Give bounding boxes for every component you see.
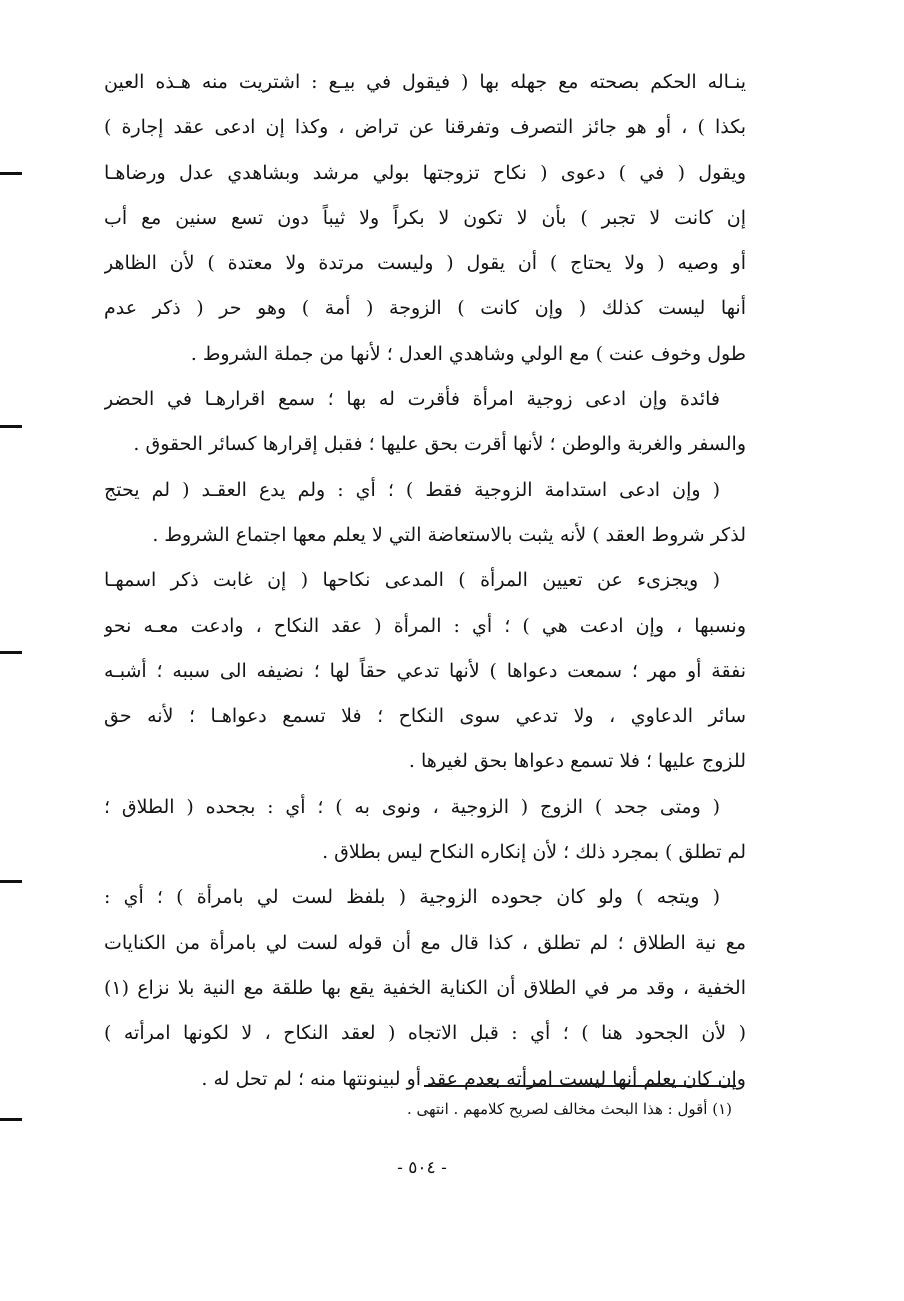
text-line: ونسبها ، وإن ادعت هي ) ؛ أي : المرأة ( عقد النكاح ، وادعت معـه نحو <box>104 614 746 637</box>
footnote-separator <box>424 1085 736 1087</box>
margin-mark <box>0 425 22 428</box>
text-line: ويقول ( في ) دعوى ( نكاح تزوجتها بولي مرشد وبشاهدي عدل ورضاهـا <box>104 161 746 184</box>
text-line: ( ويجزىء عن تعيين المرأة ) المدعى نكاحها ( إن غابت ذكر اسمهـا <box>104 569 720 592</box>
text-line: الخفية ، وقد مر في الطلاق أن الكناية الخفية يقع بها طلقة مع النية بلا نزاع (١) <box>104 976 746 999</box>
text-line: فائدة وإن ادعى زوجية امرأة فأقرت له بها ؛ سمع اقرارهـا في الحضر <box>104 388 720 411</box>
main-text-block <box>104 60 746 1102</box>
text-line: إن كانت لا تجبر ) بأن لا تكون لا بكراً ولا ثيباً دون تسع سنين مع أب <box>104 206 746 229</box>
text-line: وإن كان يعلم أنها ليست امرأته بعدم عقد أو لبينونتها منه ؛ لم تحل له . <box>201 1067 746 1090</box>
text-line: أو وصيه ( ولا يحتاج ) أن يقول ( وليست مرتدة ولا معتدة ) لأن الظاهر <box>104 252 746 275</box>
text-line: ينـاله الحكم بصحته مع جهله بها ( فيقول في بيـع : اشتريت منه هـذه العين <box>104 71 746 93</box>
margin-mark <box>0 651 22 654</box>
text-line: مع نية الطلاق ؛ لم تطلق ، كذا قال مع أن قوله لست لي بامرأة من الكنايات <box>104 931 746 954</box>
margin-mark <box>0 1118 22 1121</box>
text-line: ( ومتى جحد ) الزوج ( الزوجية ، ونوى به ) ؛ أي : بجحده ( الطلاق ؛ <box>104 795 720 818</box>
margin-mark <box>0 880 22 883</box>
text-line: ( لأن الجحود هنا ) ؛ أي : قبل الاتجاه ( لعقد النكاح ، لا لكونها امرأته ) <box>104 1022 746 1045</box>
text-line: لم تطلق ) بمجرد ذلك ؛ لأن إنكاره النكاح ليس بطلاق . <box>322 841 746 864</box>
margin-mark <box>0 172 22 175</box>
text-line: والسفر والغربة والوطن ؛ لأنها أقرت بحق عليها ؛ فقبل إقرارها كسائر الحقوق . <box>133 433 746 456</box>
text-line: لذكر شروط العقد ) لأنه يثبت بالاستعاضة التي لا يعلم معها اجتماع الشروط . <box>152 523 746 546</box>
text-line: للزوج عليها ؛ فلا تسمع دعواها بحق لغيرها . <box>408 750 746 773</box>
footnote: (١) أقول : هذا البحث مخالف لصريح كلامهم . انتهى . <box>406 1100 732 1118</box>
text-line: سائر الدعاوي ، ولا تدعي سوى النكاح ؛ فلا تسمع دعواهـا ؛ لأنه حق <box>104 705 746 728</box>
text-line: أنها ليست كذلك ( وإن كانت ) الزوجة ( أمة ) وهو حر ( ذكر عدم <box>104 297 746 320</box>
text-line: نفقة أو مهر ؛ سمعت دعواها ) لأنها تدعي حقاً لها ؛ نضيفه الى سببه ؛ أشبـه <box>104 659 746 682</box>
text-line: طول وخوف عنت ) مع الولي وشاهدي العدل ؛ لأنها من جملة الشروط . <box>190 342 746 365</box>
text-line: ( وإن ادعى استدامة الزوجية فقط ) ؛ أي : ولم يدع العقـد ( لم يحتج <box>104 478 720 501</box>
text-line: بكذا ) ، أو هو جائز التصرف وتفرقنا عن تراض ، وكذا إن ادعى عقد إجارة ) <box>104 116 746 139</box>
text-line: ( ويتجه ) ولو كان جحوده الزوجية ( بلفظ لست لي بامرأة ) ؛ أي : <box>104 886 720 909</box>
page-number: - ٥٠٤ - <box>397 1158 447 1178</box>
